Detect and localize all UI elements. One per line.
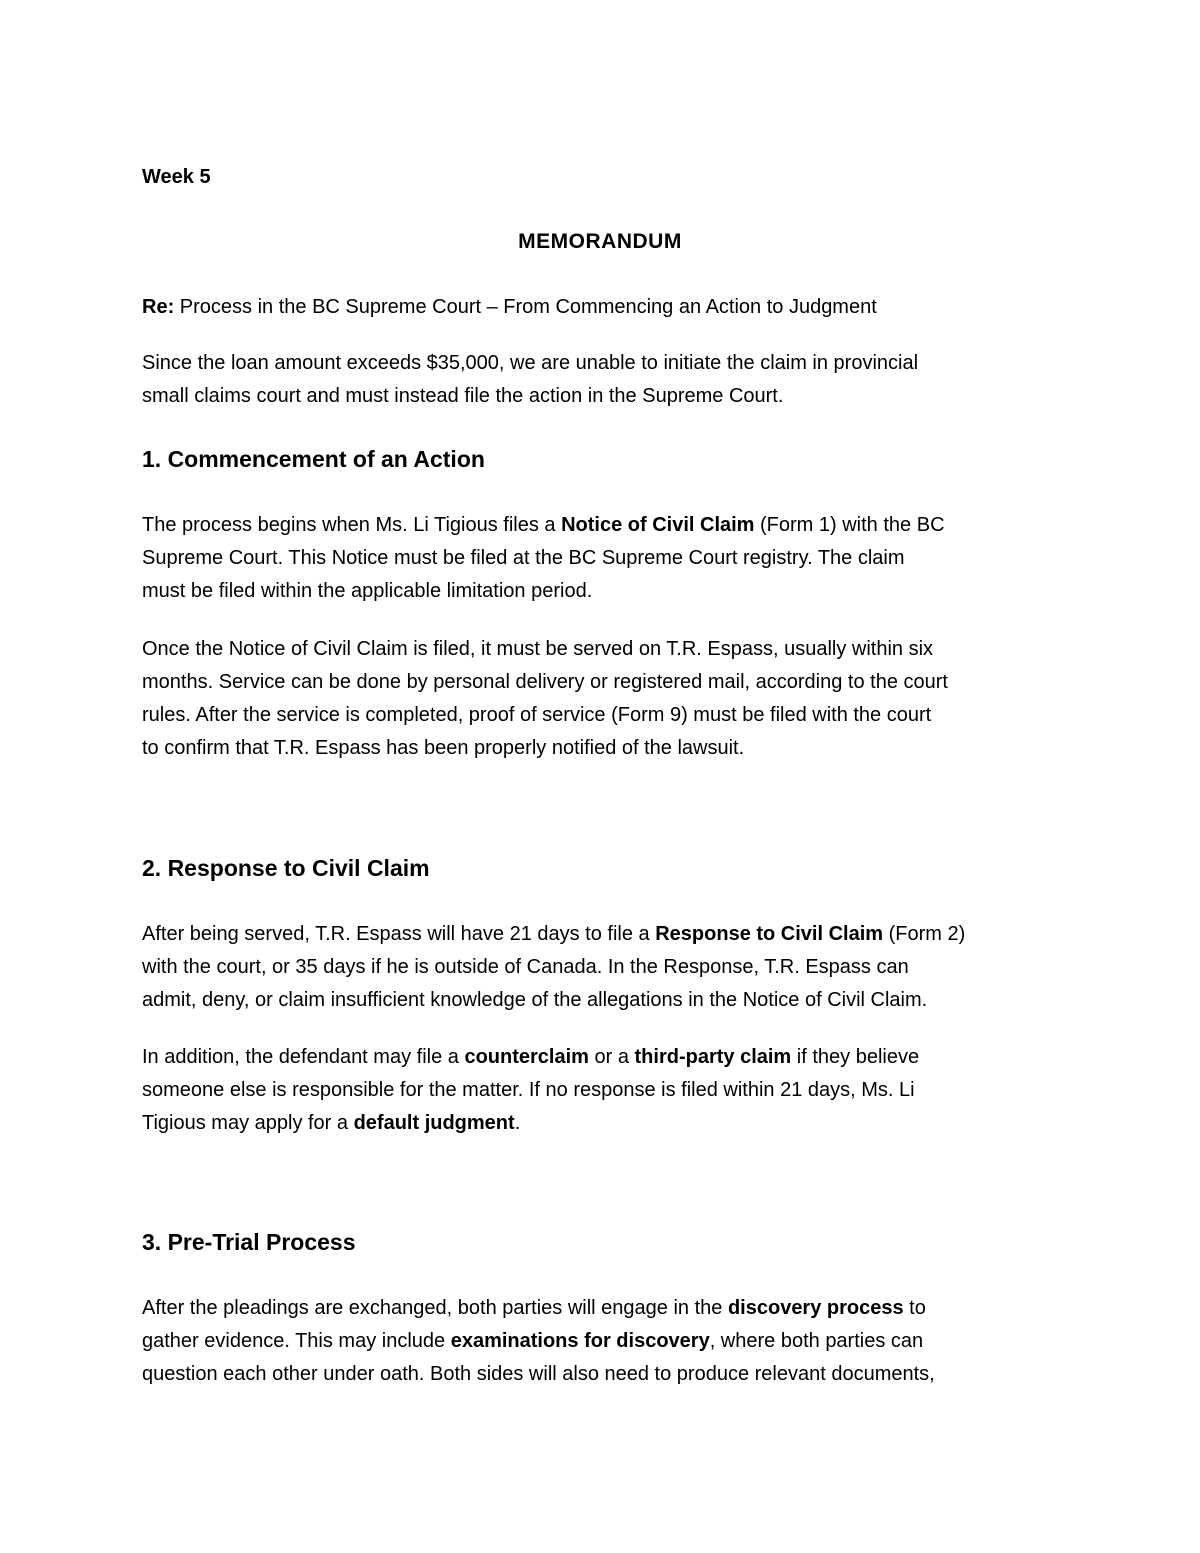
paragraph-line [142,509,945,542]
text-run: Tigious may apply for a [142,1112,354,1134]
paragraph-line: months. Service can be done by personal delivery or registered mail, according to the court [142,671,948,693]
paragraph-line: someone else is responsible for the matter. If no response is filed within 21 days, Ms. Li [142,1079,915,1101]
paragraph-line: admit, deny, or claim insufficient knowledge of the allegations in the Notice of Civil Claim. [142,989,928,1011]
re-text: Process in the BC Supreme Court – From Commencing an Action to Judgment [174,296,877,318]
paragraph-line: must be filed within the applicable limitation period. [142,580,593,602]
text-run: to [903,1297,926,1319]
bold-term-default-judgment: default judgment [353,1112,515,1134]
paragraph-line: question each other under oath. Both sides will also need to produce relevant documents, [142,1363,935,1385]
bold-term-response-to-civil-claim: Response to Civil Claim [655,923,884,945]
paragraph-line: to confirm that T.R. Espass has been properly notified of the lawsuit. [142,737,745,759]
text-run: , where both parties can [709,1330,924,1352]
bold-term-examinations-for-discovery: examinations for discovery [450,1330,710,1352]
text-run: or a [588,1046,635,1068]
paragraph-line [142,1292,935,1325]
text-run: The process begins when Ms. Li Tigious files a [142,514,562,536]
intro-line: small claims court and must instead file the action in the Supreme Court. [142,385,784,407]
text-run: After being served, T.R. Espass will have 21 days to file a [142,923,656,945]
section-heading-commencement: 1. Commencement of an Action [142,446,485,472]
re-label: Re: [142,296,175,318]
intro-line: Since the loan amount exceeds $35,000, we are unable to initiate the claim in provincial [142,352,919,374]
text-run: if they believe [791,1046,920,1068]
text-run: After the pleadings are exchanged, both parties will engage in the [142,1297,728,1319]
text-run: . [514,1112,521,1134]
bold-term-third-party-claim: third-party claim [634,1046,792,1068]
section-1-paragraph-1 [142,509,945,608]
section-3-paragraph-1 [142,1292,935,1391]
paragraph-line: Supreme Court. This Notice must be filed at the BC Supreme Court registry. The claim [142,547,905,569]
text-run: In addition, the defendant may file a [142,1046,465,1068]
intro-paragraph [142,347,918,413]
section-2-paragraph-2 [142,1041,919,1140]
section-heading-pre-trial: 3. Pre-Trial Process [142,1229,356,1255]
bold-term-notice-of-civil-claim: Notice of Civil Claim [561,514,755,536]
paragraph-line: rules. After the service is completed, proof of service (Form 9) must be filed with the court [142,704,932,726]
paragraph-line [142,1107,919,1140]
bold-term-counterclaim: counterclaim [464,1046,589,1068]
memo-title: MEMORANDUM [518,230,682,253]
bold-term-discovery-process: discovery process [727,1297,904,1319]
text-run: (Form 1) with the BC [754,514,945,536]
re-line [142,291,877,324]
paragraph-line [142,1325,935,1358]
section-2-paragraph-1 [142,918,965,1017]
week-label: Week 5 [142,166,211,188]
paragraph-line: with the court, or 35 days if he is outside of Canada. In the Response, T.R. Espass can [142,956,909,978]
paragraph-line: Once the Notice of Civil Claim is filed, it must be served on T.R. Espass, usually within six [142,638,934,660]
text-run: (Form 2) [883,923,966,945]
section-heading-response: 2. Response to Civil Claim [142,855,430,881]
text-run: gather evidence. This may include [142,1330,451,1352]
section-1-paragraph-2 [142,633,948,765]
paragraph-line [142,918,965,951]
paragraph-line [142,1041,919,1074]
